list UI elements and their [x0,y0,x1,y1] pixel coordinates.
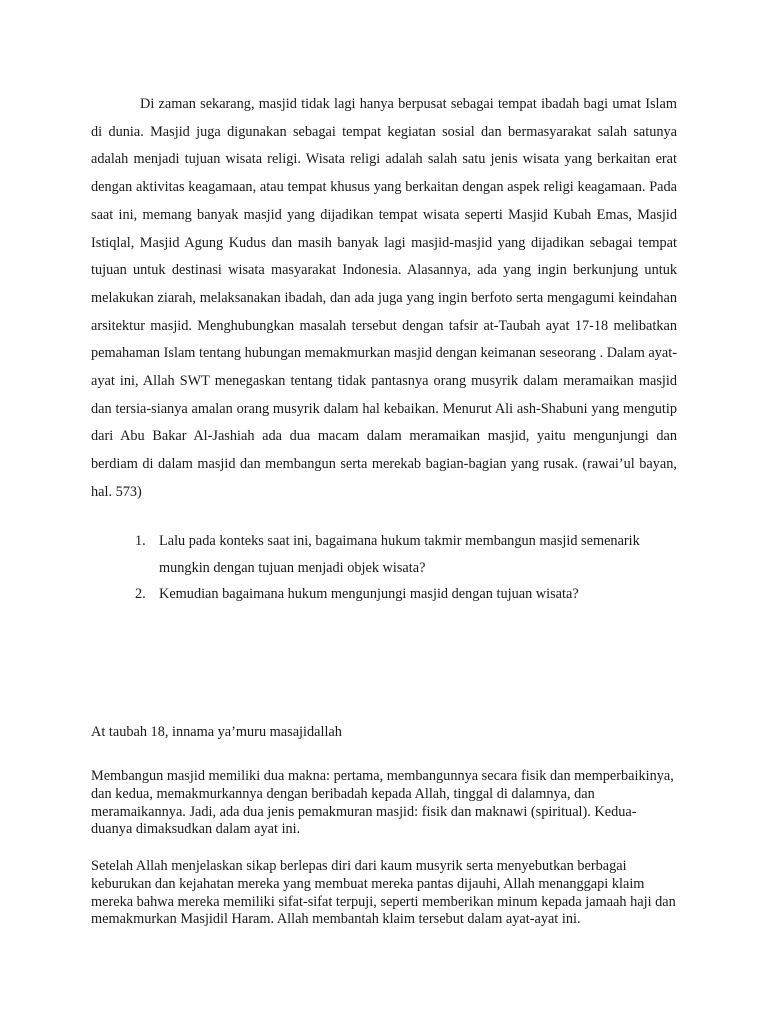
list-item [91,581,677,608]
verse-heading: At taubah 18, innama ya’muru masajidallah [91,724,342,740]
list-item-number: 2. [135,586,146,602]
list-item-text: Kemudian bagaimana hukum mengunjungi masjid dengan tujuan wisata? [159,586,579,602]
body-paragraph: Setelah Allah menjelaskan sikap berlepas diri dari kaum musyrik serta menyebutkan berbagai keburukan dan kejahatan mereka yang membuat mereka pantas dijauhi, Allah menanggapi klaim mereka bahwa mereka memiliki sifat-sifat terpuji, seperti memberikan minum kepada jamaah haji dan memakmurkan Masjidil Haram. Allah membantah klaim tersebut dalam ayat-ayat ini. [91,858,676,928]
body-paragraph: Membangun masjid memiliki dua makna: pertama, membangunnya secara fisik dan memperbaikinya, dan kedua, memakmurkannya dengan beribadah kepada Allah, tinggal di dalamnya, dan meramaikannya. Jadi, ada dua jenis pemakmuran masjid: fisik dan maknawi (spiritual). Kedua-duanya dimaksudkan dalam ayat ini. [91,768,674,838]
list-item-number: 1. [135,533,146,549]
question-list [91,528,677,608]
intro-paragraph: Di zaman sekarang, masjid tidak lagi hanya berpusat sebagai tempat ibadah bagi umat Islam di dunia. Masjid juga digunakan sebagai tempat kegiatan sosial dan bermasyarakat salah satunya adalah menjadi tujuan wisata religi. Wisata religi adalah salah satu jenis wisata yang berkaitan erat dengan aktivitas keagamaan, atau tempat khusus yang berkaitan dengan aspek religi keagamaan. Pada saat ini, memang banyak masjid yang dijadikan tempat wisata seperti Masjid Kubah Emas, Masjid Istiqlal, Masjid Agung Kudus dan masih banyak lagi masjid-masjid yang dijadikan sebagai tempat tujuan untuk destinasi wisata masyarakat Indonesia. Alasannya, ada yang ingin berkunjung untuk melakukan ziarah, melaksanakan ibadah, dan ada juga yang ingin berfoto serta mengagumi keindahan arsitektur masjid. Menghubungkan masalah tersebut dengan tafsir at-Taubah ayat 17-18 melibatkan pemahaman Islam tentang hubungan memakmurkan masjid dengan keimanan seseorang . Dalam ayat-ayat ini, Allah SWT menegaskan tentang tidak pantasnya orang musyrik dalam meramaikan masjid dan tersia-sianya amalan orang musyrik dalam hal kebaikan. Menurut Ali ash-Shabuni yang mengutip dari Abu Bakar Al-Jashiah ada dua macam dalam meramaikan masjid, yaitu mengunjungi dan berdiam di dalam masjid dan membangun serta merekab bagian-bagian yang rusak. (rawai’ul bayan, hal. 573) [91,96,677,500]
list-item [91,528,677,581]
list-item-text: Lalu pada konteks saat ini, bagaimana hukum takmir membangun masjid semenarik mungkin dengan tujuan menjadi objek wisata? [159,533,640,576]
